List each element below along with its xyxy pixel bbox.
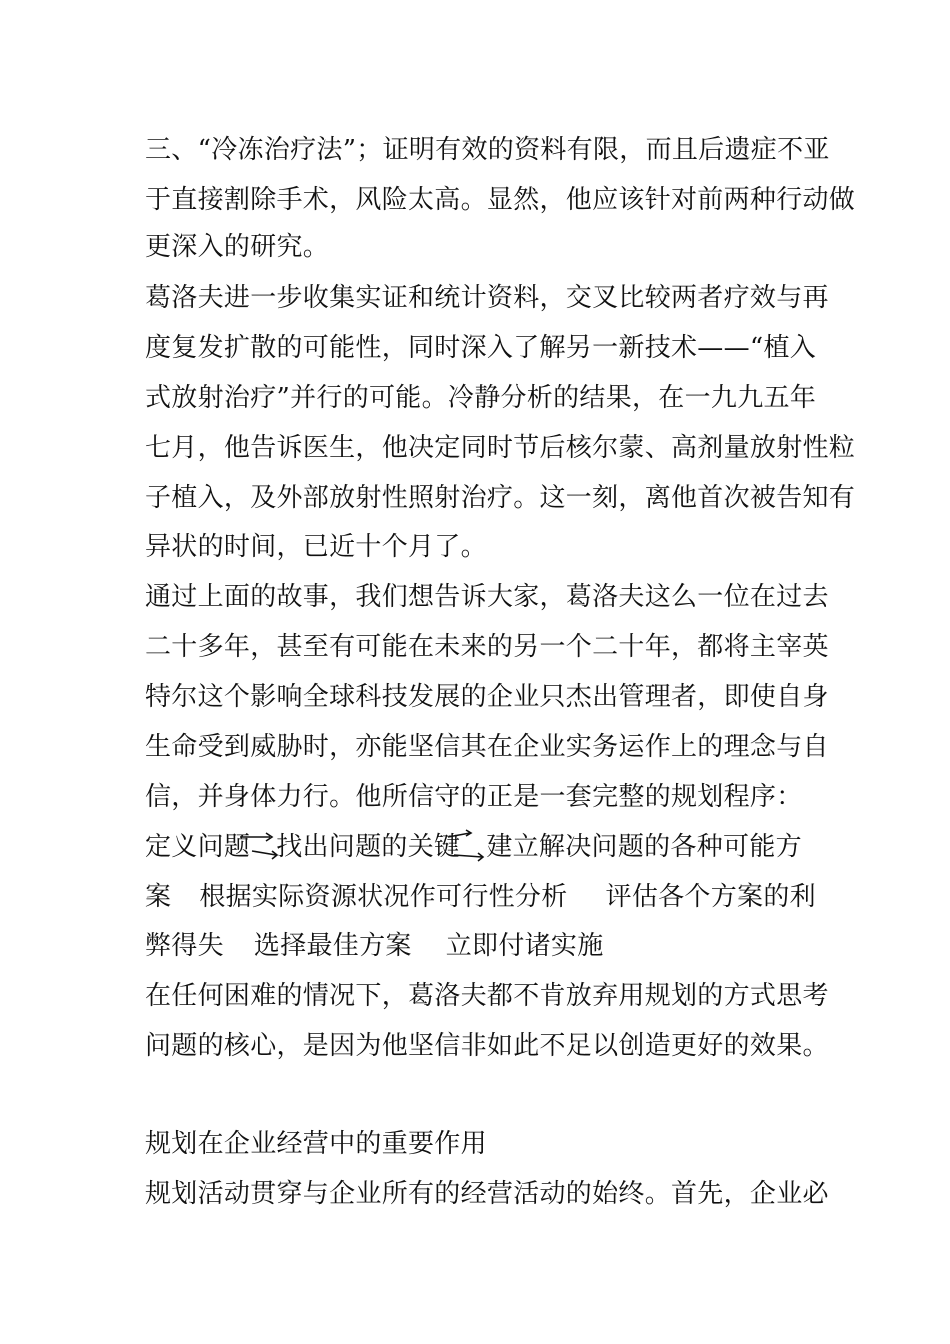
- text-line: 通过上面的故事，我们想告诉大家，葛洛夫这么一位在过去: [145, 582, 829, 612]
- text-line: 生命受到威胁时，亦能坚信其在企业实务运作上的理念与自: [145, 732, 829, 762]
- text-line: 特尔这个影响全球科技发展的企业只杰出管理者，即使自身: [145, 682, 829, 712]
- flow-step: 立即付诸实施: [445, 931, 604, 961]
- text-line: 更深入的研究。: [145, 232, 330, 262]
- text-line: 七月，他告诉医生，他决定同时节后核尔蒙、高剂量放射性粒: [145, 433, 856, 463]
- section-heading: 规划在企业经营中的重要作用: [145, 1129, 487, 1159]
- arrow-right-icon: [460, 833, 486, 863]
- text-line: 二十多年，甚至有可能在未来的另一个二十年，都将主宰英: [145, 632, 829, 662]
- flow-step: 弊得失: [145, 931, 224, 961]
- text-line: 葛洛夫进一步收集实证和统计资料，交叉比较两者疗效与再: [145, 283, 829, 313]
- text-line: 三、“冷冻治疗法”；证明有效的资料有限，而且后遗症不亚: [145, 135, 830, 165]
- flow-step: 建立解决问题的各种可能方: [486, 832, 802, 862]
- flow-line: [145, 921, 817, 971]
- flow-step: 选择最佳方案: [253, 931, 412, 961]
- flow-line: [145, 822, 817, 872]
- flow-step: 定义问题: [145, 832, 251, 862]
- text-line: 异状的时间，已近十个月了。: [145, 532, 487, 562]
- flow-step: 评估各个方案的利: [605, 882, 816, 912]
- flow-line: [145, 872, 817, 922]
- text-line: 式放射治疗”并行的可能。冷静分析的结果，在一九九五年: [145, 383, 817, 413]
- flow-step: 根据实际资源状况作可行性分析: [199, 882, 568, 912]
- text-line: 在任何困难的情况下，葛洛夫都不肯放弃用规划的方式思考: [145, 981, 829, 1011]
- text-line: 度复发扩散的可能性，同时深入了解另一新技术——“植入: [145, 333, 817, 363]
- text-line: 子植入，及外部放射性照射治疗。这一刻，离他首次被告知有: [145, 483, 856, 513]
- text-line: 问题的核心，是因为他坚信非如此不足以创造更好的效果。: [145, 1031, 829, 1061]
- flow-step: 案: [145, 882, 172, 912]
- text-line: 于直接割除手术，风险太高。显然，他应该针对前两种行动做: [145, 185, 856, 215]
- text-line: 规划活动贯穿与企业所有的经营活动的始终。首先，企业必: [145, 1179, 829, 1209]
- arrow-right-icon: [250, 833, 276, 863]
- text-line: 信，并身体力行。他所信守的正是一套完整的规划程序：: [145, 782, 803, 812]
- flow-step: 找出问题的关键: [276, 832, 461, 862]
